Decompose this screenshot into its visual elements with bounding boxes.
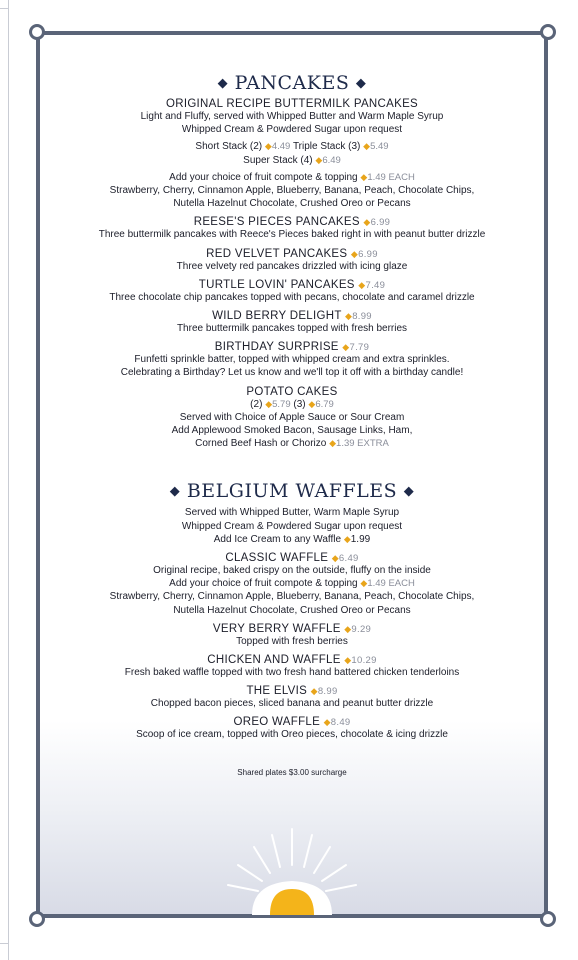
elvis-name [40, 685, 544, 697]
price-diamond-icon: ◆ [315, 154, 323, 165]
oreo-waffle-price: 8.49 [330, 717, 351, 729]
birthday-desc: Celebrating a Birthday? Let us know and we'll top it off with a birthday candle! [120, 367, 464, 379]
original-pancakes-name: ORIGINAL RECIPE BUTTERMILK PANCAKES [165, 98, 419, 110]
classic-waffle-price: 6.49 [338, 553, 359, 565]
birthday-name-text: BIRTHDAY SURPRISE [214, 341, 339, 354]
red-velvet-name [40, 248, 544, 260]
waffles-intro: Served with Whipped Butter, Warm Maple Syrup [184, 507, 400, 519]
very-berry-name-text: VERY BERRY WAFFLE [212, 622, 341, 635]
birthday-name [40, 341, 544, 353]
super-stack-row [40, 154, 544, 167]
birthday-price: 7.79 [349, 342, 370, 354]
waffles-title-text: BELGIUM WAFFLES [186, 480, 398, 503]
waffles-section-title [40, 480, 544, 502]
ice-cream-addon-label: Add Ice Cream to any Waffle [213, 533, 342, 545]
reeses-name-text: REESE'S PIECES PANCAKES [193, 216, 360, 229]
very-berry-desc: Topped with fresh berries [236, 635, 348, 647]
short-stack-label: Short Stack (2) [195, 141, 263, 153]
turtle-desc: Three chocolate chip pancakes topped with pecans, chocolate and caramel drizzle [109, 291, 475, 303]
page-edge-line [8, 0, 9, 960]
price-diamond-icon: ◆ [264, 141, 272, 152]
price-diamond-icon: ◆ [343, 533, 351, 544]
toppings-list: Nutella Hazelnut Chocolate, Crushed Oreo or Pecans [173, 604, 411, 616]
potato-prices-row [40, 398, 544, 411]
price-diamond-icon: ◆ [363, 217, 371, 228]
birthday-desc: Funfetti sprinkle batter, topped with whipped cream and extra sprinkles. [134, 354, 450, 366]
addon-label: Add your choice of fruit compote & topping [169, 171, 358, 183]
potato-three-price: 6.79 [315, 398, 334, 410]
page-edge-tick [0, 943, 8, 944]
super-stack-price: 6.49 [322, 154, 341, 166]
classic-waffle-name-text: CLASSIC WAFFLE [225, 552, 329, 565]
classic-waffle-desc: Original recipe, baked crispy on the outside, fluffy on the inside [153, 565, 431, 577]
red-velvet-price: 6.99 [358, 248, 378, 260]
wild-berry-name-text: WILD BERRY DELIGHT [212, 310, 342, 323]
classic-waffle-name [40, 552, 544, 564]
price-diamond-icon: ◆ [342, 342, 350, 353]
super-stack-label: Super Stack (4) [243, 154, 313, 166]
red-velvet-name-text: RED VELVET PANCAKES [206, 247, 348, 260]
toppings-list: Strawberry, Cherry, Cinnamon Apple, Blueberry, Banana, Peach, Chocolate Chips, [109, 591, 475, 603]
page-edge-tick [0, 8, 8, 9]
turtle-name-text: TURTLE LOVIN' PANCAKES [198, 278, 355, 291]
stack-prices-row [40, 140, 544, 153]
oreo-waffle-name [40, 716, 544, 728]
price-diamond-icon: ◆ [344, 655, 352, 666]
diamond-icon: ◆ [169, 484, 181, 500]
short-stack-price: 4.49 [271, 141, 291, 153]
addon-price: 1.49 EACH [367, 171, 415, 183]
price-diamond-icon: ◆ [265, 398, 273, 409]
potato-two-price: 5.79 [272, 398, 291, 410]
price-diamond-icon: ◆ [358, 279, 366, 290]
reeses-pancakes-name [40, 216, 544, 228]
price-diamond-icon: ◆ [360, 578, 368, 589]
chicken-waffle-name-text: CHICKEN AND WAFFLE [207, 654, 341, 667]
toppings-list: Nutella Hazelnut Chocolate, Crushed Oreo or Pecans [173, 198, 411, 210]
reeses-price: 6.99 [370, 217, 391, 229]
price-diamond-icon: ◆ [331, 553, 339, 564]
very-berry-price: 9.29 [351, 623, 372, 635]
waffle-addon-row [40, 577, 544, 590]
potato-desc: Served with Choice of Apple Sauce or Sour Cream [179, 411, 405, 423]
diamond-icon: ◆ [403, 484, 415, 500]
price-diamond-icon: ◆ [344, 311, 353, 322]
pancakes-section-title [40, 72, 544, 94]
waffle-addon-label: Add your choice of fruit compote & topping [169, 578, 358, 590]
frame-corner-circle [540, 911, 556, 927]
ice-cream-addon-row [40, 533, 544, 546]
price-diamond-icon: ◆ [310, 686, 318, 697]
oreo-waffle-name-text: OREO WAFFLE [233, 716, 321, 729]
waffle-addon-price: 1.49 EACH [367, 578, 415, 590]
price-diamond-icon: ◆ [329, 438, 337, 449]
sunrise-egg-icon [222, 815, 362, 915]
price-diamond-icon: ◆ [350, 248, 359, 259]
potato-three-label: (3) [293, 398, 306, 410]
shared-plates-note: Shared plates $3.00 surcharge [237, 767, 347, 777]
menu-content [40, 72, 544, 777]
price-diamond-icon: ◆ [323, 717, 331, 728]
waffles-intro: Whipped Cream & Powdered Sugar upon request [181, 520, 403, 532]
chicken-waffle-name [40, 654, 544, 666]
red-velvet-desc: Three velvety red pancakes drizzled with icing glaze [176, 260, 408, 272]
chicken-waffle-desc: Fresh baked waffle topped with two fresh hand battered chicken tenderloins [124, 667, 460, 679]
potato-cakes-name: POTATO CAKES [246, 385, 338, 398]
toppings-list: Strawberry, Cherry, Cinnamon Apple, Blueberry, Banana, Peach, Chocolate Chips, [109, 185, 475, 197]
diamond-icon: ◆ [355, 76, 367, 91]
turtle-price: 7.49 [365, 279, 386, 291]
chicken-waffle-price: 10.29 [351, 655, 377, 667]
diamond-icon: ◆ [217, 76, 229, 91]
pancakes-title-text: PANCAKES [234, 72, 350, 94]
potato-extra-price: 1.39 EXTRA [336, 438, 389, 450]
very-berry-name [40, 623, 544, 635]
ice-cream-addon-price: 1.99 [350, 533, 371, 545]
reeses-desc: Three buttermilk pancakes with Reece's Pieces baked right in with peanut butter drizzle [98, 229, 486, 241]
elvis-price: 8.99 [317, 686, 338, 698]
elvis-desc: Chopped bacon pieces, sliced banana and peanut butter drizzle [150, 698, 434, 710]
frame-corner-circle [29, 24, 45, 40]
wild-berry-price: 8.99 [352, 311, 372, 323]
price-diamond-icon: ◆ [344, 623, 352, 634]
elvis-name-text: THE ELVIS [246, 685, 308, 698]
potato-two-label: (2) [250, 398, 263, 410]
frame-corner-circle [29, 911, 45, 927]
potato-desc: Add Applewood Smoked Bacon, Sausage Links, Ham, [171, 425, 413, 437]
oreo-waffle-desc: Scoop of ice cream, topped with Oreo pieces, chocolate & icing drizzle [136, 729, 448, 741]
price-diamond-icon: ◆ [360, 171, 368, 182]
price-diamond-icon: ◆ [363, 141, 371, 152]
original-pancakes-desc: Light and Fluffy, served with Whipped Butter and Warm Maple Syrup [140, 111, 444, 122]
price-diamond-icon: ◆ [308, 398, 316, 409]
pancake-addon-row [40, 171, 544, 184]
turtle-name [40, 279, 544, 291]
frame-corner-circle [540, 24, 556, 40]
potato-desc: Corned Beef Hash or Chorizo [195, 438, 327, 450]
triple-stack-label: Triple Stack (3) [292, 141, 361, 153]
triple-stack-price: 5.49 [370, 141, 389, 153]
original-pancakes-desc: Whipped Cream & Powdered Sugar upon request [181, 124, 403, 136]
wild-berry-name [40, 310, 544, 322]
potato-extra-row [40, 437, 544, 450]
wild-berry-desc: Three buttermilk pancakes topped with fresh berries [176, 323, 408, 335]
